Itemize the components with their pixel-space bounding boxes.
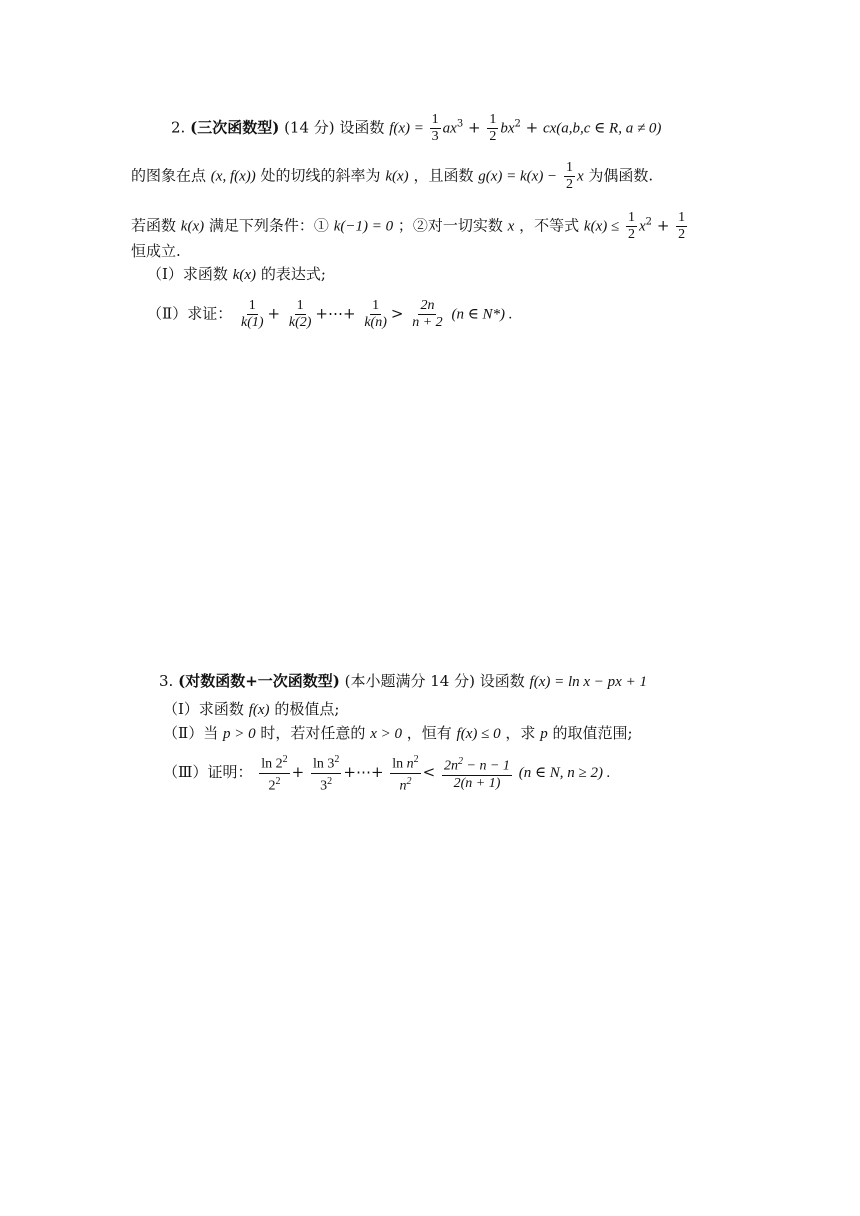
frac-rhs: $\frac{2n^2 - n - 1}{2(n + 1)}$ bbox=[444, 756, 510, 791]
problem-score: (本小题满分 14 分) bbox=[344, 672, 475, 690]
fx: f(x) bbox=[248, 702, 270, 718]
p: p > 0 bbox=[222, 726, 256, 742]
text: 的极值点; bbox=[274, 700, 340, 718]
f: f(x) ≤ 0 bbox=[456, 726, 501, 742]
kx: k(x) bbox=[385, 168, 409, 185]
problem2-line1: 2. (三次函数型) (14 分) 设函数 f(x) = $\frac{1}{3}$ $ax^3$ + $\frac{1}{2}$ $bx^2 + cx(a,b,c$ ∈ R, a ≠ 0) bbox=[171, 112, 662, 144]
p: p bbox=[540, 726, 548, 742]
problem3-part1 bbox=[163, 698, 339, 721]
frac-lnn: $\frac{\ln n^2}{n^2}$ bbox=[392, 754, 419, 794]
text: (n ∈ N*) . bbox=[451, 306, 513, 323]
text: 时，若对任意的 bbox=[260, 724, 366, 742]
problem2-part2: （Ⅱ）求证： $\frac{1}{k(1)}$ + $\frac{1}{k(2)}$ +⋯+ $\frac{1}{k(n)}$ > $\frac{2n}{n + 2}$ (n ∈ N*) . bbox=[147, 298, 513, 330]
text: （Ⅲ）证明： bbox=[163, 763, 253, 782]
text: ，不等式 bbox=[519, 216, 580, 235]
x: x > 0 bbox=[370, 726, 402, 742]
problem2-line2: 的图象在点 (x, f(x)) 处的切线的斜率为 k(x) ，且函数 g(x) = k(x) − $\frac{1}{2}$ x 为偶函数. bbox=[131, 160, 654, 192]
frac-k1: $\frac{1}{k(1)}$ bbox=[240, 298, 264, 330]
frac-1-2: $\frac{1}{2}$ bbox=[678, 210, 686, 242]
kx: k(x) bbox=[232, 267, 257, 283]
frac-2n: $\frac{2n}{n + 2}$ bbox=[412, 298, 443, 330]
frac-kn: $\frac{1}{k(n)}$ bbox=[364, 298, 387, 330]
text: 处的切线的斜率为 bbox=[260, 166, 381, 185]
f-def: f(x) = bbox=[389, 120, 428, 137]
text: （Ⅰ）求函数 bbox=[163, 700, 244, 718]
text: （Ⅱ）求证： bbox=[147, 304, 233, 323]
problem-type: (三次函数型) bbox=[190, 118, 280, 137]
problem-score: (14 分) bbox=[284, 118, 335, 137]
text: 为偶函数. bbox=[588, 166, 654, 185]
problem2-part1 bbox=[147, 263, 326, 286]
text: 的取值范围; bbox=[552, 724, 633, 742]
f-def: f(x) = ln x − px + 1 bbox=[529, 674, 647, 690]
gx: g(x) = k(x) − bbox=[478, 168, 558, 185]
cond1: k(−1) = 0 bbox=[333, 218, 394, 235]
problem3-line1 bbox=[159, 670, 647, 693]
text: ；②对一切实数 bbox=[397, 216, 503, 235]
problem3-part3: （Ⅲ）证明： $\frac{\ln 2^2}{2^2}$ + $\frac{\ln 3^2}{3^2}$ +⋯+ $\frac{\ln n^2}{n^2}$ < $\frac{2n^2 - n - 1}{2(n + 1)}$ (n ∈ N, n ≥ 2) . bbox=[163, 754, 611, 794]
text: ，且函数 bbox=[413, 166, 474, 185]
frac-ln2: $\frac{\ln 2^2}{2^2}$ bbox=[261, 754, 288, 794]
problem-number: 2. bbox=[171, 118, 186, 137]
cond2: k(x) ≤ bbox=[583, 218, 620, 235]
frac-1-3: $\frac{1}{3}$ bbox=[431, 112, 439, 144]
intro-text: 设函数 bbox=[339, 118, 385, 137]
text: (n ∈ N, n ≥ 2) . bbox=[518, 765, 611, 782]
f-def-tail: cx(a,b,c ∈ R, a ≠ 0) bbox=[542, 120, 662, 137]
text: 满足下列条件：① bbox=[208, 216, 329, 235]
problem-type: (对数函数+一次函数型) bbox=[178, 672, 340, 690]
problem2-line4 bbox=[131, 240, 181, 262]
text: ，求 bbox=[505, 724, 536, 742]
text: 若函数 bbox=[131, 216, 177, 235]
text: （Ⅰ）求函数 bbox=[147, 265, 228, 283]
frac-1-2: $\frac{1}{2}$ bbox=[628, 210, 635, 242]
problem3-part2 bbox=[163, 722, 633, 745]
frac-1-2: $\frac{1}{2}$ bbox=[489, 112, 497, 144]
point: (x, f(x)) bbox=[210, 168, 256, 185]
kx: k(x) bbox=[180, 218, 205, 235]
frac-k2: $\frac{1}{k(2)}$ bbox=[288, 298, 312, 330]
frac-ln3: $\frac{\ln 3^2}{3^2}$ bbox=[312, 754, 340, 794]
text: 的图象在点 bbox=[131, 166, 207, 185]
text: 恒成立. bbox=[131, 242, 181, 260]
problem2-line3: 若函数 k(x) 满足下列条件：① k(−1) = 0 ；②对一切实数 x ，不等式 k(x) ≤ $\frac{1}{2}$ $x^2$ + $\frac{1}{2}$ bbox=[131, 210, 686, 242]
problem-number: 3. bbox=[159, 672, 174, 690]
text: 的表达式; bbox=[260, 265, 326, 283]
text: ，恒有 bbox=[406, 724, 452, 742]
text: （Ⅱ）当 bbox=[163, 724, 219, 742]
intro-text: 设函数 bbox=[479, 672, 525, 690]
frac-1-2: $\frac{1}{2}$ bbox=[565, 160, 573, 192]
